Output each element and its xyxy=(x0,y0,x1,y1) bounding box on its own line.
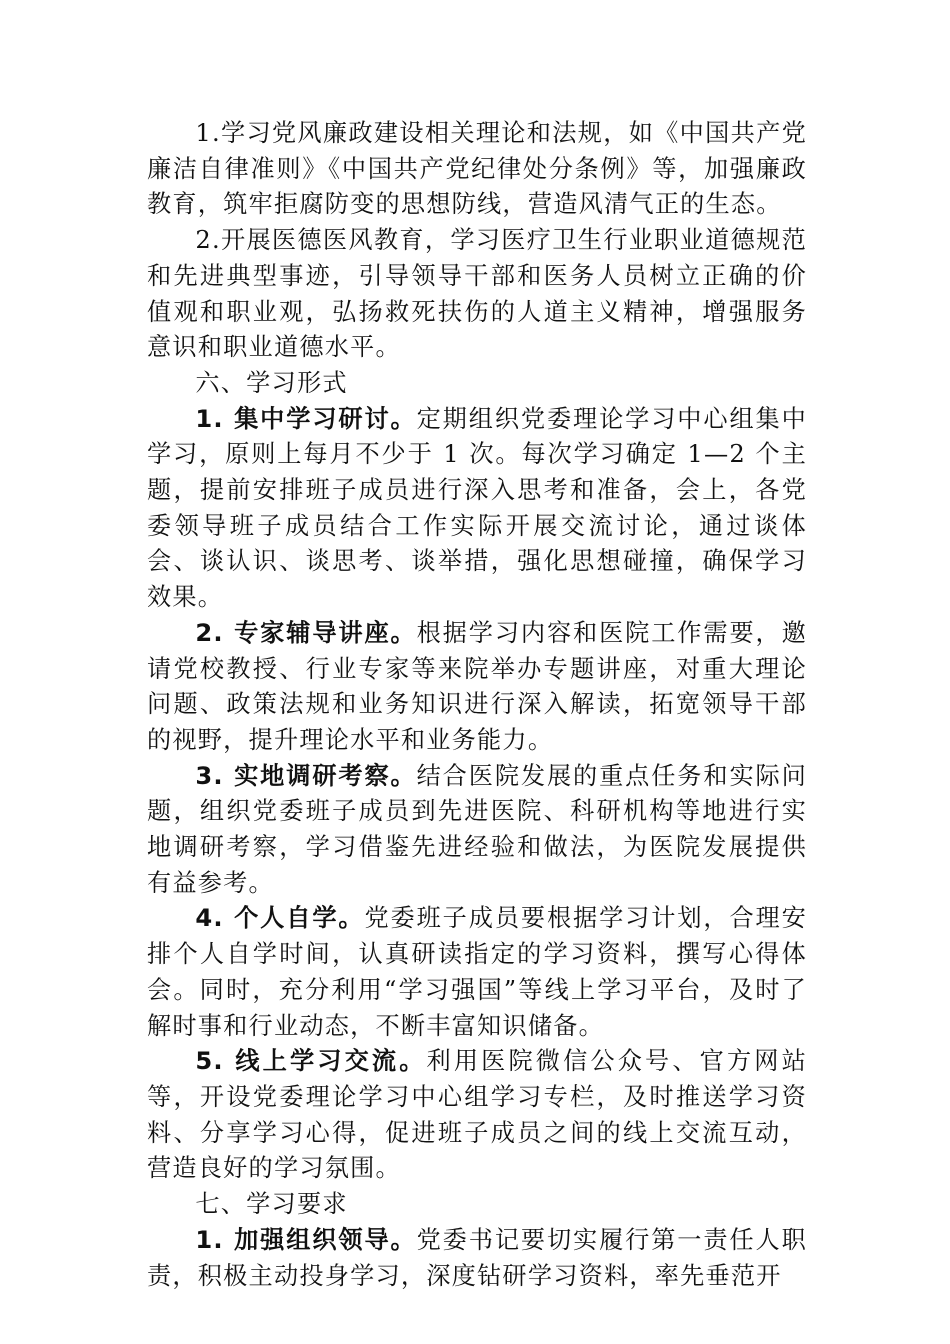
section-heading-study-requirements: 七、学习要求 xyxy=(195,1190,348,1219)
document-page xyxy=(147,116,807,1294)
item-text: 结合医院发展的重点任务和实际问题，组织党委班子成员到先进医院、科研机构等地进行实地调研考察，学习借鉴先进经验和做法，为医院发展提供有益参考。 xyxy=(147,761,807,897)
study-form-item xyxy=(147,1044,807,1187)
paragraph-integrity-study: 1.学习党风廉政建设相关理论和法规，如《中国共产党廉洁自律准则》《中国共产党纪律处分条例》等，加强廉政教育，筑牢拒腐防变的思想防线，营造风清气正的生态。 xyxy=(147,119,807,219)
item-lead: 2. 专家辅导讲座。 xyxy=(195,618,417,647)
item-lead: 1. 加强组织领导。 xyxy=(195,1225,417,1254)
study-requirement-item xyxy=(147,1223,807,1294)
section-heading-study-forms: 六、学习形式 xyxy=(195,368,348,397)
item-text: 根据学习内容和医院工作需要，邀请党校教授、行业专家等来院举办专题讲座，对重大理论问题、政策法规和业务知识进行深入解读，拓宽领导干部的视野，提升理论水平和业务能力。 xyxy=(147,618,807,754)
item-lead: 4. 个人自学。 xyxy=(195,904,365,933)
item-text: 利用医院微信公众号、官方网站等，开设党委理论学习中心组学习专栏，及时推送学习资料、分享学习心得，促进班子成员之间的线上交流互动，营造良好的学习氛围。 xyxy=(147,1047,807,1183)
study-form-item xyxy=(147,901,807,1044)
study-form-item xyxy=(147,616,807,759)
item-lead: 3. 实地调研考察。 xyxy=(195,761,417,790)
study-form-item xyxy=(147,759,807,902)
study-form-item xyxy=(147,402,807,616)
item-text: 定期组织党委理论学习中心组集中学习，原则上每月不少于 1 次。每次学习确定 1—2 个主题，提前安排班子成员进行深入思考和准备，会上，各党委领导班子成员结合工作实际开展交流讨论，通过谈体会、谈认识、谈思考、谈举措，强化思想碰撞，确保学习效果。 xyxy=(147,404,807,612)
item-text: 党委书记要切实履行第一责任人职责，积极主动投身学习，深度钻研学习资料，率先垂范开 xyxy=(147,1225,807,1290)
paragraph-medical-ethics: 2.开展医德医风教育，学习医疗卫生行业职业道德规范和先进典型事迹，引导领导干部和医务人员树立正确的价值观和职业观，弘扬救死扶伤的人道主义精神，增强服务意识和职业道德水平。 xyxy=(147,226,807,362)
item-text: 党委班子成员要根据学习计划，合理安排个人自学时间，认真研读指定的学习资料，撰写心得体会。同时，充分利用“学习强国”等线上学习平台，及时了解时事和行业动态，不断丰富知识储备。 xyxy=(147,904,807,1040)
item-lead: 1. 集中学习研讨。 xyxy=(195,404,417,433)
item-lead: 5. 线上学习交流。 xyxy=(195,1047,427,1076)
